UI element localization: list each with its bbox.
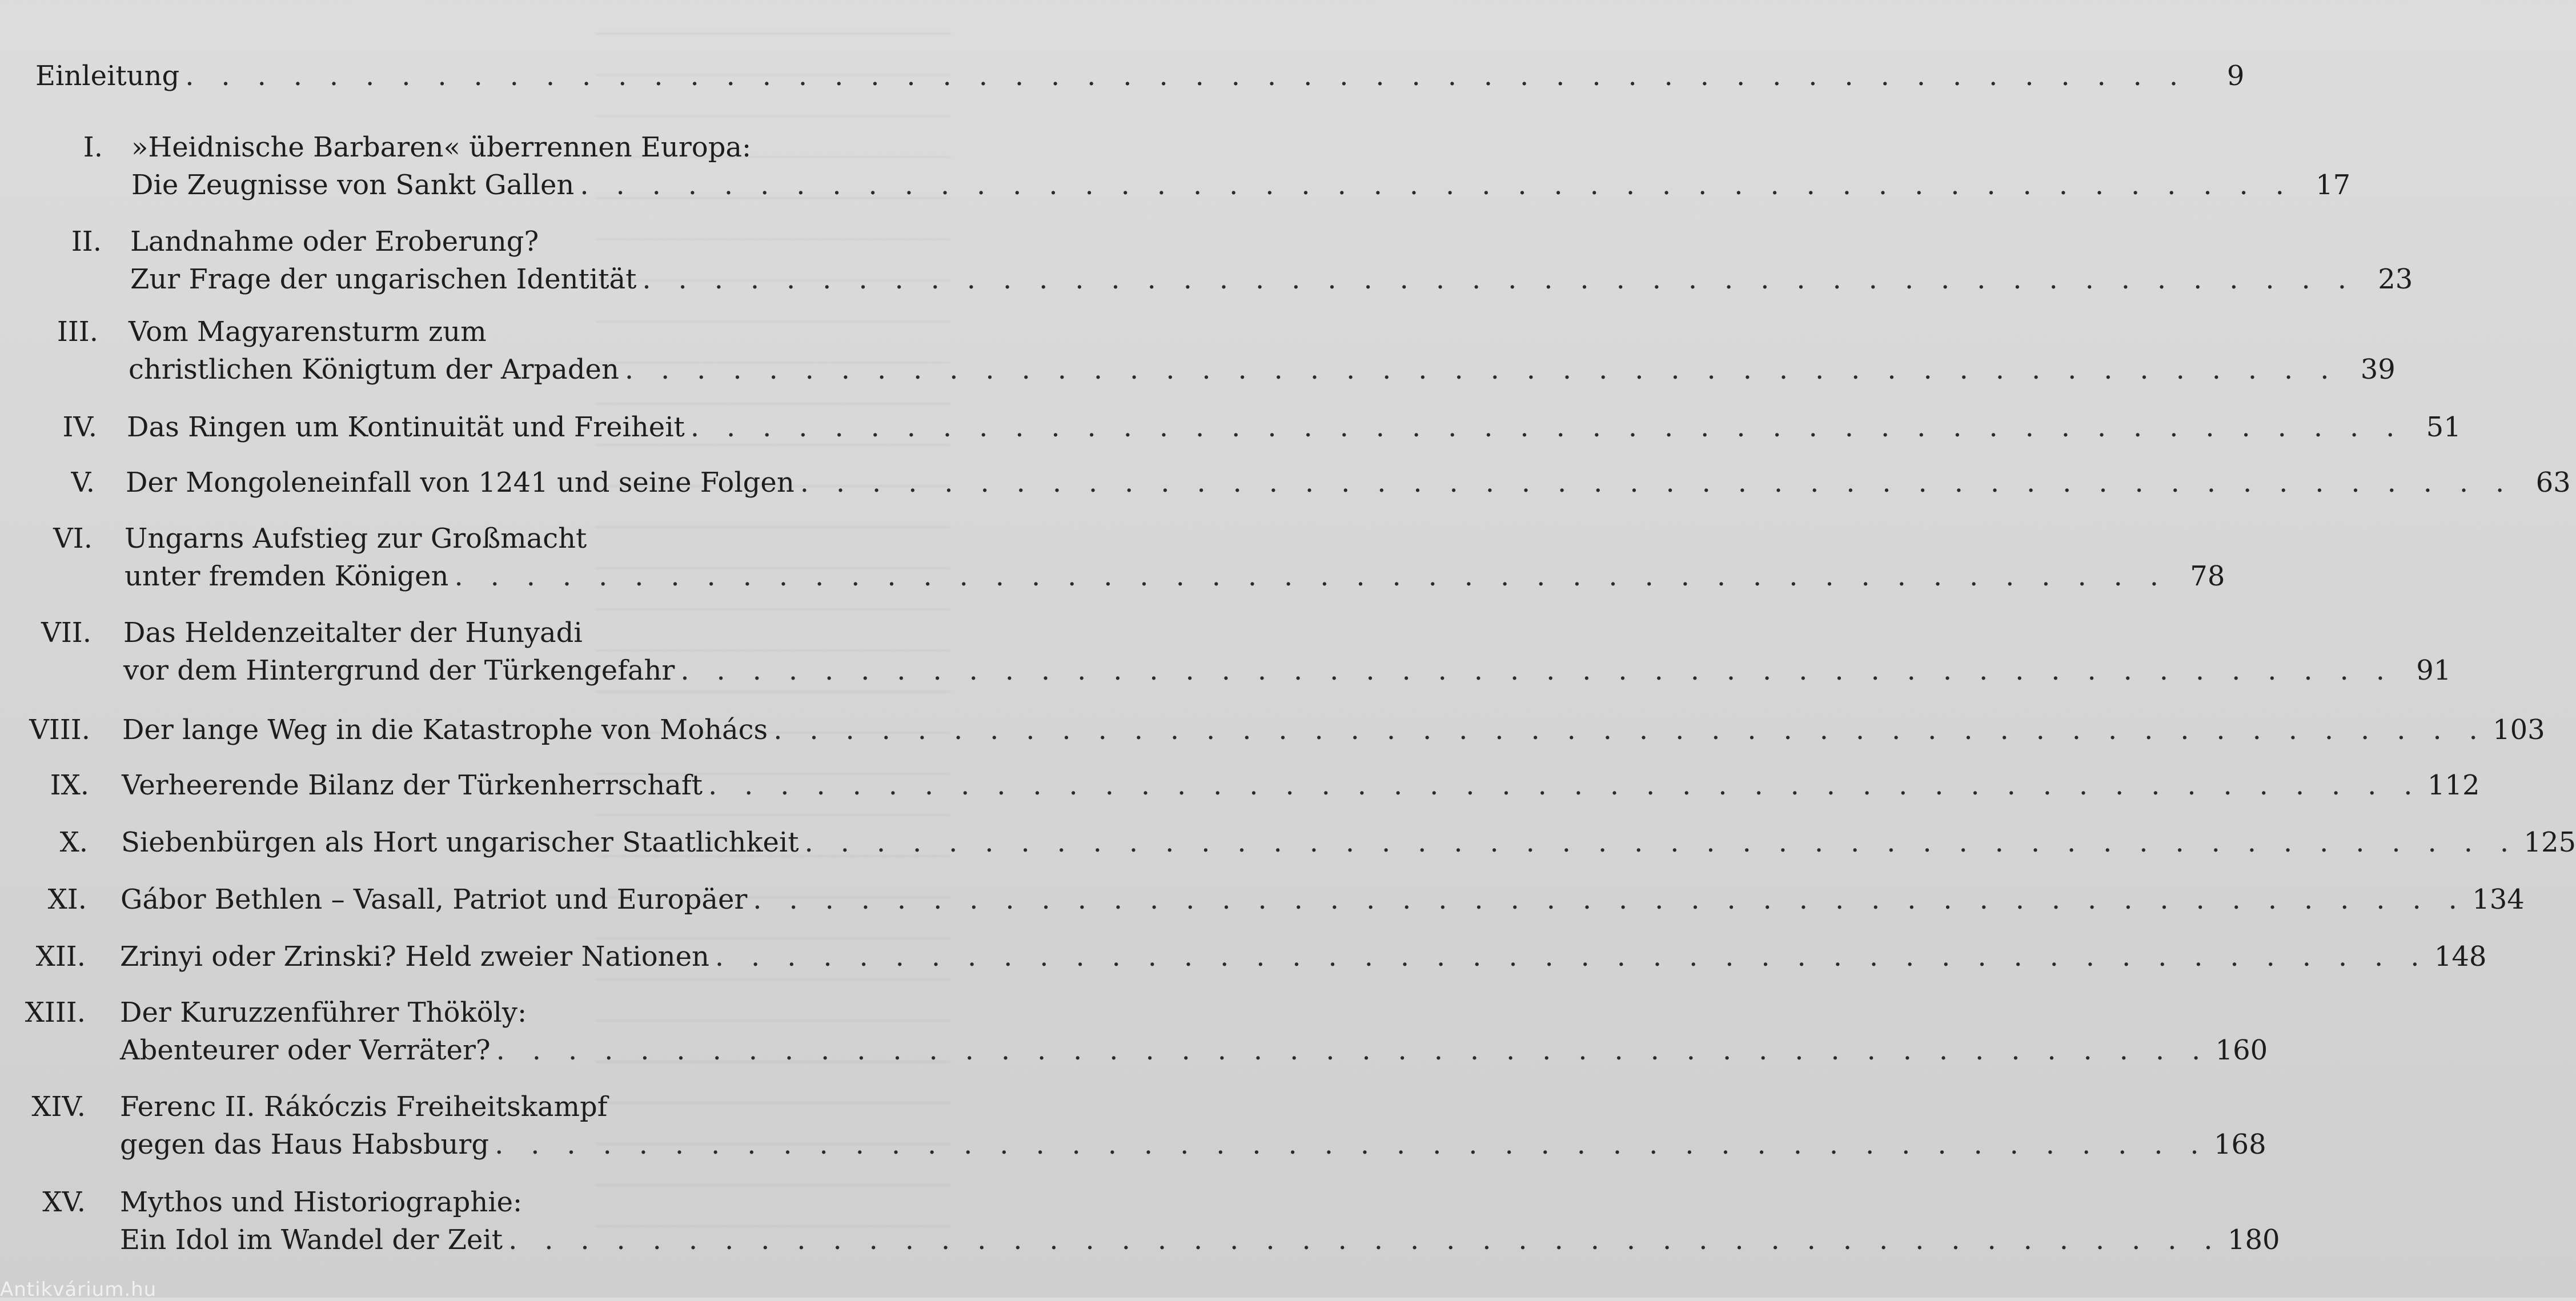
chapter-numeral: III. xyxy=(57,316,98,348)
chapter-numeral: VII. xyxy=(41,617,91,649)
dot-leader: . . . . . . . . . . . . . . . . . . . . . . . . . . . . . . . . . . . . . . . . . . . . . . . . xyxy=(773,714,2487,746)
toc-entry xyxy=(0,223,2413,298)
chapter-numeral: VI. xyxy=(53,523,93,555)
chapter-title: Verheerende Bilanz der Türkenherrschaft xyxy=(122,769,703,801)
dot-leader: . . . . . . . . . . . . . . . . . . . . . . . . . . . . . . . . . . . . . . . . . . . . . . . . xyxy=(708,769,2422,801)
chapter-numeral: XV. xyxy=(42,1186,86,1218)
chapter-numeral: V. xyxy=(71,467,95,499)
chapter-title-line1: Das Heldenzeitalter der Hunyadi xyxy=(123,617,583,649)
toc-intro-title: Einleitung xyxy=(35,60,180,92)
dot-leader: . . . . . . . . . . . . . . . . . . . . . . . . . . . . . . . . . . . . . . . . . . . . . . . . xyxy=(690,411,2404,443)
chapter-title-row xyxy=(129,351,2396,388)
chapter-title-row xyxy=(120,1126,2266,1163)
chapter-numeral: X. xyxy=(59,826,88,858)
chapter-title-row xyxy=(122,711,2545,749)
chapter-title-row xyxy=(125,557,2225,595)
chapter-numeral: XII. xyxy=(35,941,86,973)
chapter-title: Zrinyi oder Zrinski? Held zweier Nationen xyxy=(120,941,709,973)
chapter-numeral: IX. xyxy=(50,769,89,801)
chapter-title: christlichen Königtum der Arpaden xyxy=(129,354,619,386)
chapter-title-row xyxy=(120,1221,2280,1259)
dot-leader: . . . . . . . . . . . . . . . . . . . . . . . . . . . . . . . . . . . . . . . . . . . . . . . . xyxy=(800,467,2514,499)
chapter-numeral: II. xyxy=(71,226,102,258)
dot-leader: . . . . . . . . . . . . . . . . . . . . . . . . . . . . . . . . . . . . . . . . . . . . . . . . xyxy=(454,560,2168,592)
dot-leader: . . . . . . . . . . . . . . . . . . . . . . . . . . . . . . . . . . . . . . . . . . . . . . . . xyxy=(508,1224,2222,1256)
chapter-title: Siebenbürgen als Hort ungarischer Staatlichkeit xyxy=(121,826,799,858)
chapter-title-row xyxy=(131,166,2351,204)
dot-leader: . . . . . . . . . . . . . . . . . . . . . . . . . . . . . . . . . . . . . . . . . . . . . . . . xyxy=(680,654,2394,686)
chapter-numeral: XI. xyxy=(47,884,87,915)
chapter-title-line1: Mythos und Historiographie: xyxy=(120,1186,523,1218)
chapter-page-number: 103 xyxy=(2493,714,2545,746)
toc-entry xyxy=(0,994,2268,1069)
dot-leader: . . . . . . . . . . . . . . . . . . . . . . . . . . . . . . . . . . . . . . . . . . . . . . . . xyxy=(804,826,2518,858)
toc-entry xyxy=(0,938,2487,975)
chapter-page-number: 160 xyxy=(2215,1034,2268,1066)
chapter-page-number: 180 xyxy=(2227,1224,2280,1256)
chapter-title-row xyxy=(121,824,2576,861)
chapter-title-line1: Ungarns Aufstieg zur Großmacht xyxy=(125,523,587,555)
chapter-numeral: XIII. xyxy=(25,997,86,1029)
dot-leader: . . . . . . . . . . . . . . . . . . . . . . . . . . . . . . . . . . . . . . . . . . . . . . . . . . . . . . . . xyxy=(185,60,2188,92)
chapter-page-number: 39 xyxy=(2360,354,2396,386)
chapter-title-row xyxy=(127,408,2461,446)
toc-entry xyxy=(0,1183,2280,1259)
chapter-page-number: 134 xyxy=(2472,884,2525,915)
toc-entry xyxy=(0,824,2576,861)
chapter-title-line1: Landnahme oder Eroberung? xyxy=(130,226,539,258)
chapter-page-number: 168 xyxy=(2214,1129,2266,1161)
watermark: Antikvárium.hu xyxy=(0,1278,157,1301)
toc-entry xyxy=(0,408,2461,446)
chapter-title: Der lange Weg in die Katastrophe von Mohács xyxy=(122,714,768,746)
dot-leader: . . . . . . . . . . . . . . . . . . . . . . . . . . . . . . . . . . . . . . . . . . . . . . . . xyxy=(715,941,2429,973)
chapter-page-number: 125 xyxy=(2523,826,2576,858)
chapter-title: gegen das Haus Habsburg xyxy=(120,1129,489,1161)
chapter-page-number: 63 xyxy=(2535,467,2571,499)
chapter-title-row xyxy=(122,766,2480,804)
toc-entry xyxy=(0,614,2451,689)
toc-entry xyxy=(0,711,2545,749)
chapter-title-line1: »Heidnische Barbaren« überrennen Europa: xyxy=(131,131,752,163)
toc-entry xyxy=(0,766,2480,804)
chapter-numeral: I. xyxy=(83,131,103,163)
dot-leader: . . . . . . . . . . . . . . . . . . . . . . . . . . . . . . . . . . . . . . . . . . . . . . . . xyxy=(624,354,2338,386)
toc-entry xyxy=(0,1088,2266,1163)
chapter-numeral: IV. xyxy=(62,411,97,443)
chapter-title: Gábor Bethlen – Vasall, Patriot und Europäer xyxy=(121,884,748,915)
chapter-title-row xyxy=(126,464,2571,501)
chapter-title-row xyxy=(123,652,2451,689)
toc-entry xyxy=(0,881,2525,918)
toc-entry-intro xyxy=(35,57,2245,95)
chapter-title: unter fremden Königen xyxy=(125,560,449,592)
chapter-page-number: 51 xyxy=(2426,411,2461,443)
chapter-page-number: 91 xyxy=(2416,654,2451,686)
chapter-page-number: 23 xyxy=(2378,263,2413,295)
chapter-title: Ein Idol im Wandel der Zeit xyxy=(120,1224,503,1256)
dot-leader: . . . . . . . . . . . . . . . . . . . . . . . . . . . . . . . . . . . . . . . . . . . . . . . . xyxy=(580,169,2294,201)
dot-leader: . . . . . . . . . . . . . . . . . . . . . . . . . . . . . . . . . . . . . . . . . . . . . . . . xyxy=(496,1034,2210,1066)
chapter-title-row xyxy=(120,938,2487,975)
chapter-numeral: VIII. xyxy=(29,714,90,746)
chapter-title: Das Ringen um Kontinuität und Freiheit xyxy=(127,411,685,443)
toc-entry xyxy=(0,313,2396,388)
chapter-title-line1: Der Kuruzzenführer Thököly: xyxy=(120,997,527,1029)
dot-leader: . . . . . . . . . . . . . . . . . . . . . . . . . . . . . . . . . . . . . . . . . . . . . . . . xyxy=(495,1129,2209,1161)
toc-entry xyxy=(0,464,2571,501)
chapter-page-number: 148 xyxy=(2434,941,2487,973)
chapter-title-line1: Vom Magyarensturm zum xyxy=(129,316,487,348)
toc-entry xyxy=(0,520,2225,595)
chapter-title: vor dem Hintergrund der Türkengefahr xyxy=(123,654,675,686)
dot-leader: . . . . . . . . . . . . . . . . . . . . . . . . . . . . . . . . . . . . . . . . . . . . . . . . xyxy=(642,263,2356,295)
chapter-title-row xyxy=(130,260,2413,298)
chapter-page-number: 78 xyxy=(2190,560,2225,592)
chapter-numeral: XIV. xyxy=(31,1091,86,1123)
dot-leader: . . . . . . . . . . . . . . . . . . . . . . . . . . . . . . . . . . . . . . . . . . . . . . . . xyxy=(753,884,2467,915)
chapter-title: Abenteurer oder Verräter? xyxy=(120,1034,491,1066)
chapter-title-row xyxy=(120,1031,2268,1069)
chapter-page-number: 17 xyxy=(2316,169,2351,201)
chapter-page-number: 112 xyxy=(2427,769,2480,801)
chapter-title-row xyxy=(121,881,2525,918)
chapter-title-line1: Ferenc II. Rákóczis Freiheitskampf xyxy=(120,1091,608,1123)
chapter-title: Die Zeugnisse von Sankt Gallen xyxy=(131,169,575,201)
toc-intro-page: 9 xyxy=(2226,60,2245,92)
toc-entry xyxy=(0,129,2351,204)
chapter-title: Der Mongoleneinfall von 1241 und seine Folgen xyxy=(126,467,795,499)
chapter-title: Zur Frage der ungarischen Identität xyxy=(130,263,637,295)
